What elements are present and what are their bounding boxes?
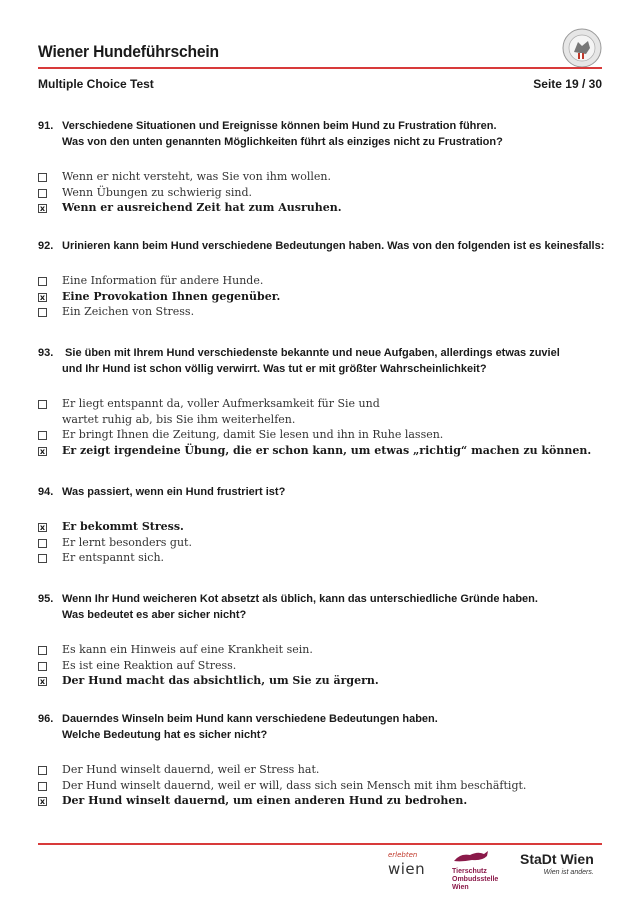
question-text [62,591,602,623]
checked-checkbox-icon[interactable]: x [39,677,46,686]
checkbox-cell [38,396,62,427]
question-block [38,345,602,458]
answer-text [62,793,467,809]
question-text-line: Was bedeutet es aber sicher nicht? [62,609,247,621]
answer-text [62,304,194,320]
answer-option[interactable] [38,550,602,566]
checkbox-cell [38,289,62,305]
empty-checkbox-icon[interactable] [38,308,47,317]
question-heading [38,238,605,254]
empty-checkbox-icon[interactable] [38,539,47,548]
checked-checkbox-icon[interactable]: x [39,446,46,456]
answer-text-line: Es ist eine Reaktion auf Stress. [62,658,237,672]
answer-option[interactable] [38,304,602,320]
answer-text-line: Der Hund winselt dauernd, um einen anderen Hund zu bedrohen. [62,794,468,807]
answer-text-line: Der Hund winselt dauernd, weil er Stress hat. [62,763,320,776]
wien-logo-small-text: erlebten [388,851,418,859]
answer-option[interactable] [38,273,602,289]
answer-text [62,535,192,551]
empty-checkbox-icon[interactable] [38,400,47,409]
answer-text [62,185,252,201]
tierschutz-line-1: Tierschutz [452,868,487,875]
question-block [38,238,605,320]
answer-option[interactable] [38,169,602,185]
answer-text-line: Der Hund winselt dauernd, weil er will, dass sich sein Mensch mit ihm beschäftigt. [62,778,527,792]
answer-text [62,427,443,443]
question-text-line: und Ihr Hund ist schon völlig verwirrt. Was tut er mit größter Wahrscheinlichkeit? [62,363,487,375]
question-block [38,711,602,809]
document-subtitle: Multiple Choice Test [38,77,154,91]
question-heading [38,591,602,623]
answer-list [38,642,602,689]
answer-text-line: Eine Information für andere Hunde. [62,274,264,287]
checkbox-cell [38,535,62,551]
hundefuehrschein-seal-icon [562,28,602,68]
question-number: 91. [38,120,54,132]
answer-text [62,519,184,535]
answer-text [62,273,263,289]
answer-text-line: Eine Provokation Ihnen gegenüber. [62,289,281,303]
wien-erleben-logo [388,851,425,878]
question-text-line: Verschiedene Situationen und Ereignisse können beim Hund zu Frustration führen. [62,120,497,132]
empty-checkbox-icon[interactable] [38,189,47,198]
answer-text-line: Er bekommt Stress. [62,520,184,533]
checkbox-cell [38,200,62,216]
question-text-line: Wenn Ihr Hund weicheren Kot absetzt als üblich, kann das unterschiedliche Gründe haben. [62,593,538,605]
wien-logo-text: wien [388,860,426,878]
question-text [62,345,602,377]
empty-checkbox-icon[interactable] [38,431,47,440]
answer-option[interactable] [38,642,602,658]
question-heading [38,711,602,743]
question-text [62,238,604,254]
checkbox-cell [38,658,62,674]
question-block [38,591,602,689]
question-heading [38,118,602,150]
empty-checkbox-icon[interactable] [38,173,47,182]
question-text [62,118,602,150]
answer-text [62,289,280,305]
checkbox-cell [38,793,62,809]
question-text-line: Was von den unten genannten Möglichkeiten führt als einziges nicht zu Frustration? [62,136,503,148]
question-number: 96. [38,713,54,725]
empty-checkbox-icon[interactable] [38,554,47,563]
empty-checkbox-icon[interactable] [38,766,47,775]
question-text-line: Sie üben mit Ihrem Hund verschiedenste bekannte und neue Aufgaben, allerdings etwas zuviel [62,347,560,359]
answer-text [62,658,236,674]
answer-option[interactable] [38,519,602,535]
stadt-wien-logo [520,851,594,876]
answer-option[interactable] [38,396,602,427]
answer-text-line: Wenn er nicht versteht, was Sie von ihm wollen. [62,170,331,183]
answer-text [62,762,319,778]
question-block [38,118,602,216]
answer-text-line: Der Hund macht das absichtlich, um Sie zu ärgern. [62,674,379,687]
question-number: 93. [38,347,54,359]
footer-logos [0,845,640,895]
answer-list [38,273,602,320]
answer-option[interactable] [38,200,602,216]
answer-text-line: Er entspannt sich. [62,551,165,564]
answer-text [62,169,331,185]
answer-text-line: wartet ruhig ab, bis Sie ihm weiterhelfen. [62,412,296,426]
question-heading [38,484,602,500]
answer-text-line: Er lernt besonders gut. [62,535,192,549]
checked-checkbox-icon[interactable]: x [39,797,46,806]
checkbox-cell [38,443,62,459]
answer-text [62,396,380,427]
answer-text-line: Ein Zeichen von Stress. [62,305,195,318]
question-number: 92. [38,240,54,252]
answer-list [38,396,602,458]
empty-checkbox-icon[interactable] [38,782,47,791]
tierschutz-line-2: Ombudsstelle Wien [452,876,499,891]
checkbox-cell [38,550,62,566]
answer-option[interactable] [38,185,602,201]
answer-text [62,778,526,794]
answer-option[interactable] [38,778,602,794]
answer-list [38,169,602,216]
header-rule [38,67,602,69]
checkbox-cell [38,427,62,443]
checked-checkbox-icon[interactable]: x [39,292,46,302]
checkbox-cell [38,185,62,201]
answer-text-line: Wenn er ausreichend Zeit hat zum Ausruhen. [62,201,342,214]
stadt-wien-slogan: Wien ist anders. [543,869,594,876]
checkbox-cell [38,642,62,658]
document-title: Wiener Hundeführschein [38,42,219,61]
checkbox-cell [38,762,62,778]
checked-checkbox-icon[interactable]: x [39,204,46,213]
empty-checkbox-icon[interactable] [38,662,47,671]
answer-text-line: Es kann ein Hinweis auf eine Krankheit sein. [62,643,313,656]
answer-option[interactable] [38,289,602,305]
answer-text [62,443,591,459]
answer-text-line: Er zeigt irgendeine Übung, die er schon kann, um etwas „richtig“ machen zu können. [62,443,592,457]
question-text [62,484,602,500]
answer-text [62,642,313,658]
answer-option[interactable] [38,443,602,459]
cat-silhouette-icon [452,849,492,863]
answer-text [62,673,379,689]
checked-checkbox-icon[interactable]: x [39,523,46,532]
checkbox-cell [38,273,62,289]
empty-checkbox-icon[interactable] [38,277,47,286]
empty-checkbox-icon[interactable] [38,646,47,655]
answer-option[interactable] [38,673,602,689]
tierschutz-ombudsstelle-logo [452,849,512,892]
answer-text-line: Er liegt entspannt da, voller Aufmerksamkeit für Sie und [62,397,380,410]
answer-list [38,519,602,566]
answer-list [38,762,602,809]
answer-text [62,550,164,566]
answer-option[interactable] [38,427,602,443]
question-heading [38,345,602,377]
checkbox-cell [38,169,62,185]
answer-text [62,200,342,216]
answer-text-line: Er bringt Ihnen die Zeitung, damit Sie lesen und ihn in Ruhe lassen. [62,428,444,441]
question-text-line: Urinieren kann beim Hund verschiedene Bedeutungen haben. Was von den folgenden ist es keinesfalls: [62,240,605,252]
answer-option[interactable] [38,793,602,809]
answer-option[interactable] [38,535,602,551]
question-block [38,484,602,566]
answer-option[interactable] [38,762,602,778]
checkbox-cell [38,673,62,689]
page-number: Seite 19 / 30 [533,77,602,91]
checkbox-cell [38,778,62,794]
answer-text-line: Wenn Übungen zu schwierig sind. [62,185,253,199]
answer-option[interactable] [38,658,602,674]
question-number: 95. [38,593,54,605]
question-number: 94. [38,486,54,498]
question-text-line: Welche Bedeutung hat es sicher nicht? [62,729,268,741]
question-text-line: Dauerndes Winseln beim Hund kann verschiedene Bedeutungen haben. [62,713,438,725]
question-text [62,711,602,743]
checkbox-cell [38,519,62,535]
question-text-line: Was passiert, wenn ein Hund frustriert ist? [62,486,286,498]
checkbox-cell [38,304,62,320]
stadt-wien-text: StaDt Wien [520,851,594,867]
